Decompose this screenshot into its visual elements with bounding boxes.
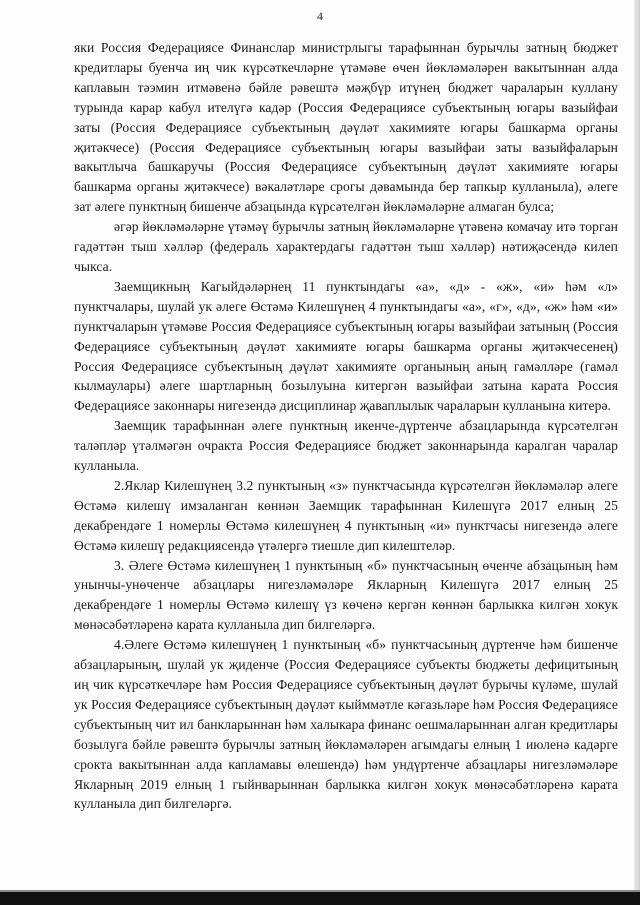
paragraph-budget-measures: Заемщик тарафыннан әлеге пунктның икенче-дүртенче абзацларында күрсәтелгән таләпләр үтәлмәгән очракта Россия Федерациясе бюджет законнарында каралган чаралар кулланыла. — [74, 418, 618, 474]
paragraph-continuation: яки Россия Федерациясе Финанслар министрлыгы тарафыннан бурычлы затның бюджет кредитлары буенча иң чик күрсәткечләрне үтәмәве өчен йөкләмәләрен вакытыннан алда каплавын тәэмин итмәвенә бәйле рәвештә мәҗбүр итүнең бюджет чараларын куллану турында карар кабул ителүгә кадәр (Россия Федерациясе субъектының югары вазыйфаи заты (Россия Федерациясе субъектының дәүләт хакимияте югары башкарма органы җитәкчесе) (Россия Федерациясе субъектының югары вазыйфаи заты вазыйфаларын вакытлыча башкаручы (Россия Федерациясе субъектының дәүләт хакимияте югары башкарма органы җитәкчесе) вәкаләтләре срогы дәвамында бер тапкыр кулланыла), әлеге зат әлеге пунктның бишенче абзацында күрсәтелгән йөкләмәләрне алмаган булса; — [74, 40, 618, 215]
scan-edge-bottom — [0, 892, 640, 905]
page-number: 4 — [317, 9, 323, 23]
paragraph-emergency-exception: әгәр йөкләмәләрне үтәмәү бурычлы затның йөкләмәләрне үтәвенә комачау итә торган гадәттән тыш хәлләр (федераль характердагы гадәттән тыш хәлләр) нәтиҗәсендә килеп чыкса. — [74, 219, 618, 274]
paragraph-item-2: 2.Яклар Килешүнең 3.2 пунктының «з» пунктчасында күрсәтелгән йөкләмәләр әлеге Өстәмә килешү имзаланган көннән Заемщик тарафыннан Килешүгә 2017 елның 25 декабрендәге 1 номерлы Өстәмә килешүнең 4 пунктының «и» пунктчасы нигезендә әлеге Өстәмә килешү редакциясендә үтәлергә тиешле дип килештеләр. — [74, 477, 618, 553]
scan-edge-right — [634, 0, 640, 905]
paragraph-item-4: 4.Әлеге Өстәмә килешүнең 1 пунктының «б» пунктчасының дүртенче һәм бишенче абзацларының, шулай ук җиденче (Россия Федерациясе субъекты бюджеты дефицитының иң чик күрсәткечләре һәм Россия Федерациясе субъектының дәүләт бурычы күләме, шулай ук Россия Федерациясе субъектының дәүләт кыйммәтле кәгазьләре һәм Россия Федерациясе субъектының чит ил банкларыннан һәм халыкара финанс оешмаларыннан алган кредитлары бозылуга бәйле рәвештә бурычлы затның йөкләмәләрен агымдагы елның 1 июленә кадәрге срокта вакытыннан алда капламавы өлешендә) һәм ундүртенче абзацлары нигезләмәләре Якларның 2019 елның 1 гыйнварыннан барлыкка килгән хокук мөнәсәбәтләренә карата кулланыла дип билгеләргә. — [74, 637, 618, 812]
paragraph-borrower-noncompliance: Заемщикның Кагыйдәләрнең 11 пунктындагы «а», «д» - «ж», «и» һәм «л» пунктчалары, шулай ук әлеге Өстәмә Килешүнең 4 пунктындагы «а», «г», «д», «ж» һәм «и» пунктчаларын үтәмәве Россия Федерациясе субъектының югары вазыйфаи затының (Россия Федерациясе субъектының дәүләт хакимияте югары башкарма органы җитәкчесенең) Россия Федерациясе субъектының дәүләт хакимияте органының аның гамәлләре (гамәл кылмаулары) әлеге шартларның бозылуына китергән вазыйфаи затына карата Россия Федерациясе законнары нигезендә дисциплинар җаваплылык чараларын кулланына китерә. — [74, 278, 618, 414]
document-body — [74, 38, 618, 814]
paragraph-item-3: 3. Әлеге Өстәмә килешүнең 1 пунктының «б» пунктчасының өченче абзацының һәм унынчы-унөченче абзацлары нигезләмәләре Якларның Килешүгә 2017 елның 25 декабрендәге 1 номерлы Өстәмә килешү үз көченә кергән көннән барлыкка килгән хокук мөнәсәбәтләренә карата кулланыла дип билгеләргә. — [74, 557, 618, 633]
